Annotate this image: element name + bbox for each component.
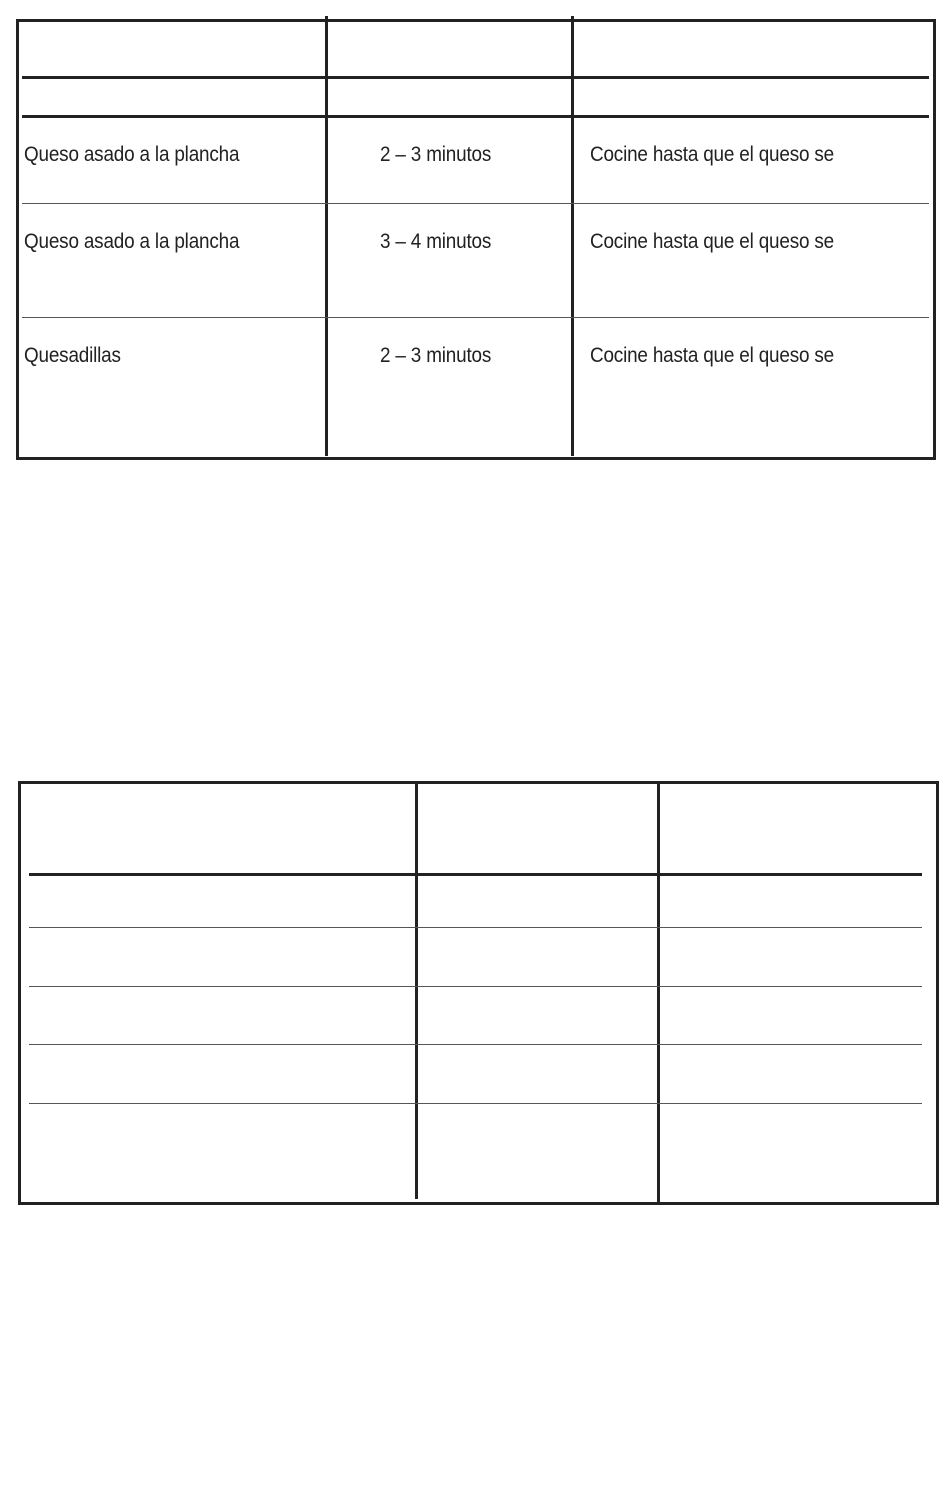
table-bottom-row-rule: [29, 1044, 922, 1045]
table-top-row-rule: [22, 317, 929, 318]
note-cell: Cocine hasta que el queso se: [590, 344, 834, 367]
table-bottom-row-rule: [29, 1103, 922, 1104]
time-cell: 3 – 4 minutos: [380, 230, 492, 253]
table-bottom-row-rule: [29, 986, 922, 987]
table-bottom-row-rule: [29, 927, 922, 928]
table-top-col-divider: [325, 16, 328, 456]
table-top-col-divider: [571, 16, 574, 456]
food-cell: Quesadillas: [24, 344, 121, 367]
table-bottom-col-divider: [657, 781, 660, 1205]
table-bottom-col-divider: [415, 781, 418, 1199]
time-cell: 2 – 3 minutos: [380, 143, 492, 166]
table-top-header-rule: [22, 76, 929, 79]
table-bottom-border: [18, 781, 939, 1205]
table-top-row-rule: [22, 203, 929, 204]
food-cell: Queso asado a la plancha: [24, 143, 240, 166]
table-bottom-header-rule: [29, 873, 922, 876]
note-cell: Cocine hasta que el queso se: [590, 230, 834, 253]
table-top-subheader-rule: [22, 115, 929, 118]
time-cell: 2 – 3 minutos: [380, 344, 492, 367]
food-cell: Queso asado a la plancha: [24, 230, 240, 253]
note-cell: Cocine hasta que el queso se: [590, 143, 834, 166]
